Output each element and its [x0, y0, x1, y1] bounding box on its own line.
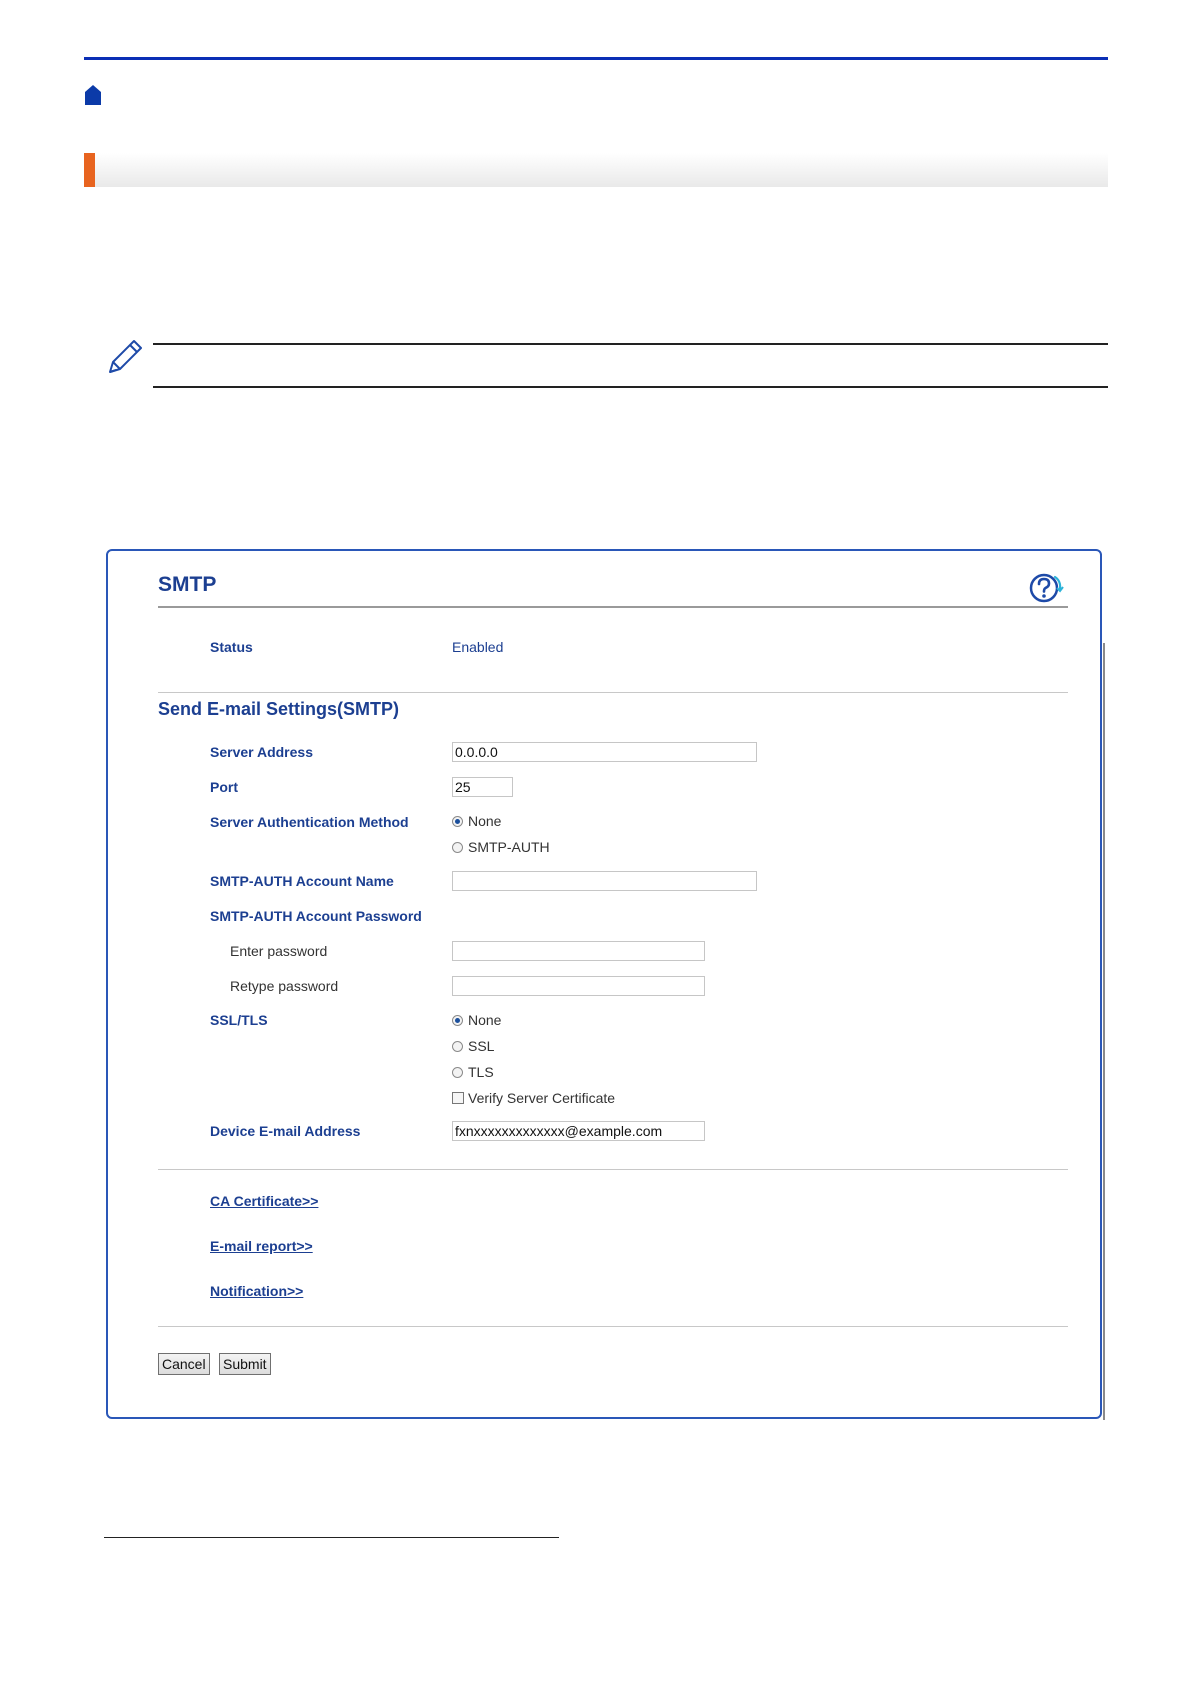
divider — [158, 692, 1068, 693]
note-top-rule — [153, 343, 1108, 345]
title-divider — [158, 606, 1068, 608]
note-bottom-rule — [153, 386, 1108, 388]
home-icon[interactable] — [84, 84, 102, 106]
cancel-button[interactable]: Cancel — [158, 1353, 210, 1375]
device-email-input[interactable]: fxnxxxxxxxxxxxxx@example.com — [452, 1121, 705, 1141]
ssl-tls-radio[interactable] — [452, 1067, 463, 1078]
ssl-tls-label: SSL/TLS — [210, 1012, 268, 1028]
auth-smtp-auth-text: SMTP-AUTH — [468, 839, 550, 855]
ssl-none-option[interactable] — [452, 1012, 501, 1028]
divider — [158, 1169, 1068, 1170]
ssl-ssl-option[interactable] — [452, 1038, 494, 1054]
port-input[interactable]: 25 — [452, 777, 513, 797]
panel-shadow — [1103, 643, 1105, 1420]
auth-method-label: Server Authentication Method — [210, 814, 409, 830]
ssl-ssl-radio[interactable] — [452, 1041, 463, 1052]
ssl-none-radio[interactable] — [452, 1015, 463, 1026]
server-address-input[interactable]: 0.0.0.0 — [452, 742, 757, 762]
account-name-label: SMTP-AUTH Account Name — [210, 873, 394, 889]
auth-smtp-auth-radio[interactable] — [452, 842, 463, 853]
account-name-input[interactable] — [452, 871, 757, 891]
section-accent — [84, 153, 95, 187]
retype-password-input[interactable] — [452, 976, 705, 996]
submit-button[interactable]: Submit — [219, 1353, 271, 1375]
verify-certificate-checkbox[interactable] — [452, 1092, 464, 1104]
ca-certificate-link[interactable]: CA Certificate>> — [210, 1193, 319, 1209]
section-heading: Send E-mail Settings(SMTP) — [158, 699, 400, 719]
header-rule — [84, 57, 1108, 60]
help-icon[interactable] — [1028, 571, 1064, 605]
verify-certificate-option[interactable] — [452, 1090, 615, 1106]
enter-password-input[interactable] — [452, 941, 705, 961]
verify-certificate-text: Verify Server Certificate — [468, 1090, 616, 1106]
account-password-label: SMTP-AUTH Account Password — [210, 908, 422, 924]
auth-none-text: None — [468, 813, 502, 829]
panel-title: SMTP — [158, 573, 217, 596]
section-title-bar — [84, 153, 1108, 187]
status-label: Status — [210, 639, 253, 655]
divider — [158, 1326, 1068, 1327]
ssl-tls-text: TLS — [468, 1064, 494, 1080]
port-label: Port — [210, 779, 238, 795]
email-report-link[interactable]: E-mail report>> — [210, 1238, 313, 1254]
ssl-ssl-text: SSL — [468, 1038, 495, 1054]
smtp-settings-panel — [106, 549, 1102, 1419]
server-address-label: Server Address — [210, 744, 313, 760]
pencil-icon — [104, 338, 144, 378]
ssl-tls-option[interactable] — [452, 1064, 494, 1080]
footnote-rule — [104, 1537, 559, 1538]
status-value: Enabled — [452, 639, 504, 655]
retype-password-label: Retype password — [230, 978, 339, 994]
enter-password-label: Enter password — [230, 943, 328, 959]
ssl-none-text: None — [468, 1012, 502, 1028]
auth-none-radio[interactable] — [452, 816, 463, 827]
auth-none-option[interactable] — [452, 813, 501, 829]
notification-link[interactable]: Notification>> — [210, 1283, 304, 1299]
device-email-label: Device E-mail Address — [210, 1123, 361, 1139]
auth-smtp-auth-option[interactable] — [452, 839, 550, 855]
